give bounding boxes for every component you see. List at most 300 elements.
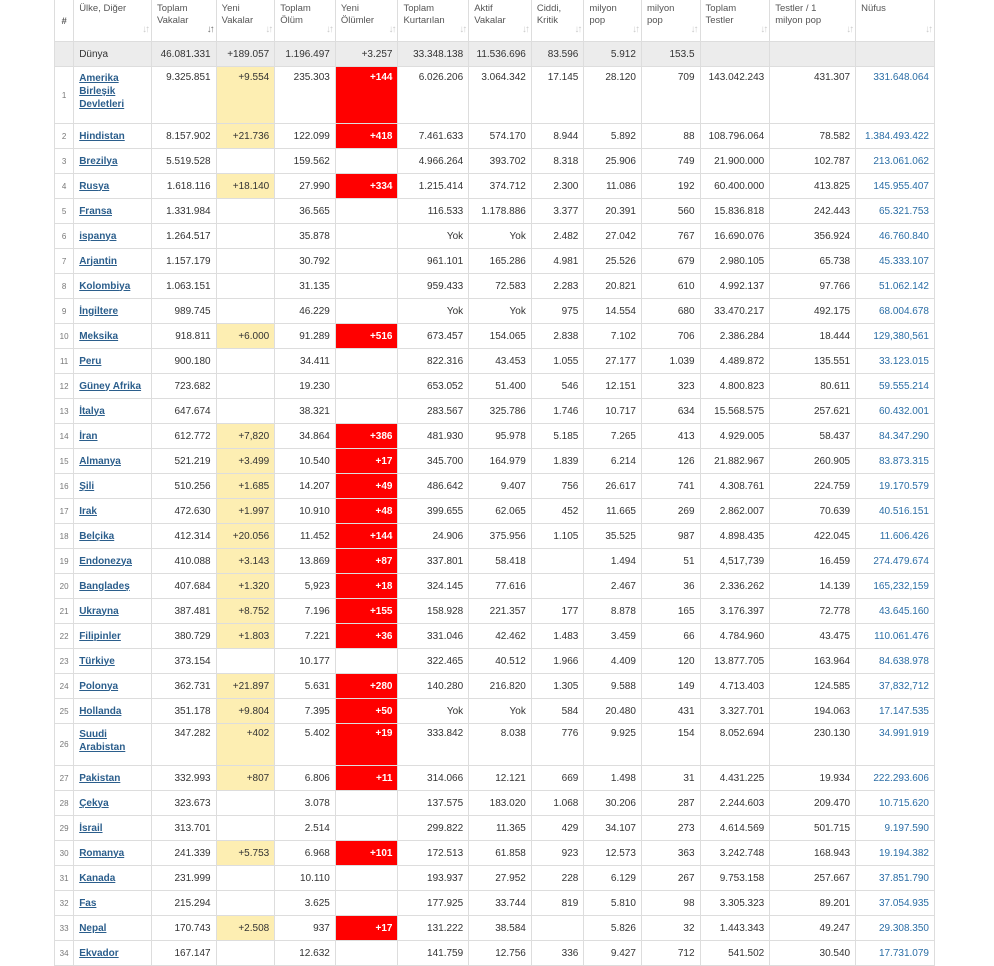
cell-new-cases: +1.685 (216, 474, 275, 499)
cell-cases-per-million: 4.409 (584, 649, 642, 674)
cell-total-tests: 4.308.761 (700, 474, 770, 499)
cell-index: 5 (55, 199, 74, 224)
cell-new-cases: +402 (216, 724, 275, 766)
country-link[interactable]: Suudi Arabistan (79, 729, 126, 753)
cell-cases-per-million: 5.892 (584, 124, 642, 149)
country-link[interactable]: Fransa (79, 205, 112, 217)
cell-cases-per-million: 3.459 (584, 624, 642, 649)
cell-serious-critical: 669 (531, 766, 584, 791)
country-link[interactable]: Nepal (79, 922, 107, 934)
country-link[interactable]: Hindistan (79, 130, 125, 142)
cell-cases-per-million: 20.480 (584, 699, 642, 724)
country-link[interactable]: Hollanda (79, 705, 122, 717)
country-link[interactable]: Ekvador (79, 947, 119, 959)
country-link[interactable]: Çekya (79, 797, 109, 809)
cell-new-cases: +2.508 (216, 916, 275, 941)
cell-new-deaths: +101 (335, 841, 398, 866)
cell-tests-per-million: 97.766 (770, 274, 856, 299)
cell-total-recovered: 486.642 (398, 474, 469, 499)
cell-new-cases (216, 299, 275, 324)
cell-index: 18 (55, 524, 74, 549)
header-label: Ülke, Diğer (79, 3, 127, 14)
cell-tests-per-million: 49.247 (770, 916, 856, 941)
cell-serious-critical: 2.283 (531, 274, 584, 299)
cell-total-cases: 5.519.528 (151, 149, 216, 174)
cell-deaths-per-million: 126 (641, 449, 700, 474)
cell-total-recovered: 193.937 (398, 866, 469, 891)
header-label: Yeni Ölümler (340, 3, 375, 26)
cell-active-cases: 393.702 (469, 149, 532, 174)
cell-population: 9.197.590 (856, 816, 935, 841)
cell-total-cases: 380.729 (151, 624, 216, 649)
country-link[interactable]: Pakistan (79, 772, 121, 784)
cell-index: 30 (55, 841, 74, 866)
cell-new-deaths: +144 (335, 67, 398, 124)
cell-serious-critical: 1.839 (531, 449, 584, 474)
cell-total-recovered: 299.822 (398, 816, 469, 841)
header-total-deaths[interactable] (275, 0, 336, 42)
cell-active-cases: 374.712 (469, 174, 532, 199)
cell-country (74, 599, 152, 624)
cell-cases-per-million: 10.717 (584, 399, 642, 424)
country-link[interactable]: Rusya (79, 180, 110, 192)
cell-total-recovered: Yok (398, 299, 469, 324)
table-row (55, 374, 935, 399)
cell-country (74, 841, 152, 866)
sort-arrows-icon: ↓↑ (846, 24, 853, 35)
cell-new-deaths (335, 649, 398, 674)
header-deaths-per-million[interactable] (641, 0, 700, 42)
cell-cases-per-million: 6.214 (584, 449, 642, 474)
cell-cases-per-million: 9.588 (584, 674, 642, 699)
cell-new-cases: +189.057 (216, 42, 275, 67)
cell-total-tests: 15.568.575 (700, 399, 770, 424)
country-link[interactable]: ispanya (79, 230, 117, 242)
country-link[interactable]: Ukrayna (79, 605, 119, 617)
cell-population: 34.991.919 (856, 724, 935, 766)
cell-total-deaths: 34.864 (275, 424, 336, 449)
country-link[interactable]: Şili (79, 480, 95, 492)
cell-new-deaths: +49 (335, 474, 398, 499)
cell-deaths-per-million: 712 (641, 941, 700, 966)
cell-serious-critical (531, 916, 584, 941)
country-link[interactable]: Kolombiya (79, 280, 131, 292)
cell-index: 16 (55, 474, 74, 499)
cell-serious-critical: 1.483 (531, 624, 584, 649)
cell-total-deaths: 30.792 (275, 249, 336, 274)
cell-active-cases: 42.462 (469, 624, 532, 649)
header-label: milyon pop (589, 3, 617, 26)
cell-active-cases: 11.365 (469, 816, 532, 841)
cell-total-cases: 647.674 (151, 399, 216, 424)
cell-deaths-per-million: 767 (641, 224, 700, 249)
cell-country (74, 199, 152, 224)
cell-cases-per-million: 5.810 (584, 891, 642, 916)
cell-total-recovered: 324.145 (398, 574, 469, 599)
cell-new-deaths (335, 866, 398, 891)
cell-country (74, 649, 152, 674)
cell-tests-per-million: 242.443 (770, 199, 856, 224)
cell-new-cases (216, 374, 275, 399)
header-total-tests[interactable] (700, 0, 770, 42)
cell-new-cases (216, 149, 275, 174)
cell-new-deaths: +334 (335, 174, 398, 199)
table-row (55, 891, 935, 916)
cell-total-tests: 1.443.343 (700, 916, 770, 941)
table-row (55, 474, 935, 499)
cell-total-tests: 9.753.158 (700, 866, 770, 891)
header-total-cases[interactable] (151, 0, 216, 42)
cell-serious-critical: 1.966 (531, 649, 584, 674)
cell-tests-per-million: 492.175 (770, 299, 856, 324)
header-cases-per-million[interactable] (584, 0, 642, 42)
cell-population: 129,380,561 (856, 324, 935, 349)
cell-total-cases: 1.157.179 (151, 249, 216, 274)
cell-active-cases: 165.286 (469, 249, 532, 274)
header-label: Nüfus (861, 3, 886, 14)
cell-total-deaths: 5.631 (275, 674, 336, 699)
sort-arrows-icon: ↓↑ (388, 24, 395, 35)
cell-index: 27 (55, 766, 74, 791)
cell-new-deaths (335, 199, 398, 224)
cell-total-cases: 1.331.984 (151, 199, 216, 224)
cell-deaths-per-million: 273 (641, 816, 700, 841)
table-row (55, 224, 935, 249)
country-link[interactable]: Güney Afrika (79, 380, 142, 392)
cell-total-cases: 351.178 (151, 699, 216, 724)
cell-serious-critical: 83.596 (531, 42, 584, 67)
cell-total-tests: 21.900.000 (700, 149, 770, 174)
cell-total-tests: 4,517,739 (700, 549, 770, 574)
country-link[interactable]: İsrail (79, 822, 103, 834)
cell-active-cases: 3.064.342 (469, 67, 532, 124)
cell-population: 37,832,712 (856, 674, 935, 699)
cell-total-recovered: Yok (398, 699, 469, 724)
cell-total-recovered: 131.222 (398, 916, 469, 941)
cell-index: 29 (55, 816, 74, 841)
cell-cases-per-million: 11.086 (584, 174, 642, 199)
cell-serious-critical: 5.185 (531, 424, 584, 449)
cell-cases-per-million: 26.617 (584, 474, 642, 499)
cell-deaths-per-million: 120 (641, 649, 700, 674)
cell-index: 13 (55, 399, 74, 424)
cell-serious-critical: 336 (531, 941, 584, 966)
cell-population: 46.760.840 (856, 224, 935, 249)
country-link[interactable]: Polonya (79, 680, 119, 692)
cell-index: 25 (55, 699, 74, 724)
cell-cases-per-million: 14.554 (584, 299, 642, 324)
cell-deaths-per-million: 51 (641, 549, 700, 574)
cell-total-deaths: 7.221 (275, 624, 336, 649)
cell-total-recovered: 331.046 (398, 624, 469, 649)
cell-new-deaths: +17 (335, 449, 398, 474)
cell-index: 33 (55, 916, 74, 941)
header-country[interactable] (74, 0, 152, 42)
table-row (55, 791, 935, 816)
country-link[interactable]: Belçika (79, 530, 115, 542)
cell-total-tests: 2.244.603 (700, 791, 770, 816)
cell-population: 51.062.142 (856, 274, 935, 299)
cell-deaths-per-million: 741 (641, 474, 700, 499)
cell-total-cases: 8.157.902 (151, 124, 216, 149)
cell-serious-critical: 17.145 (531, 67, 584, 124)
cell-total-tests: 4.898.435 (700, 524, 770, 549)
cell-total-recovered: 141.759 (398, 941, 469, 966)
cell-total-deaths: 3.078 (275, 791, 336, 816)
cell-total-cases: 510.256 (151, 474, 216, 499)
cell-serious-critical: 1.746 (531, 399, 584, 424)
cell-total-recovered: 822.316 (398, 349, 469, 374)
sort-arrows-icon: ↓↑ (141, 24, 148, 35)
cell-total-recovered: 961.101 (398, 249, 469, 274)
cell-population: 274.479.674 (856, 549, 935, 574)
cell-country (74, 449, 152, 474)
cell-total-deaths: 12.632 (275, 941, 336, 966)
cell-deaths-per-million: 267 (641, 866, 700, 891)
cell-population: 37.054.935 (856, 891, 935, 916)
cell-serious-critical (531, 574, 584, 599)
cell-deaths-per-million: 610 (641, 274, 700, 299)
cell-new-cases (216, 816, 275, 841)
table-row (55, 941, 935, 966)
country-link[interactable]: Fas (79, 897, 97, 909)
cell-cases-per-million: 9.925 (584, 724, 642, 766)
country-link[interactable]: Brezilya (79, 155, 118, 167)
cell-total-cases: 9.325.851 (151, 67, 216, 124)
cell-new-deaths: +36 (335, 624, 398, 649)
country-link[interactable]: İngiltere (79, 305, 119, 317)
cell-new-cases: +807 (216, 766, 275, 791)
cell-deaths-per-million: 149 (641, 674, 700, 699)
table-row (55, 124, 935, 149)
cell-total-recovered: 4.966.264 (398, 149, 469, 174)
cell-active-cases: 375.956 (469, 524, 532, 549)
sort-arrows-icon: ↓↑ (325, 24, 332, 35)
cell-population: 68.004.678 (856, 299, 935, 324)
header-serious-critical[interactable] (531, 0, 584, 42)
cell-deaths-per-million: 709 (641, 67, 700, 124)
cell-serious-critical: 584 (531, 699, 584, 724)
cell-deaths-per-million: 31 (641, 766, 700, 791)
cell-population: 40.516.151 (856, 499, 935, 524)
cell-active-cases: 58.418 (469, 549, 532, 574)
cell-total-cases: 412.314 (151, 524, 216, 549)
cell-total-recovered: 322.465 (398, 649, 469, 674)
table-row (55, 674, 935, 699)
cell-serious-critical: 452 (531, 499, 584, 524)
cell-serious-critical: 1.055 (531, 349, 584, 374)
cell-tests-per-million: 78.582 (770, 124, 856, 149)
cell-total-tests: 8.052.694 (700, 724, 770, 766)
cell-tests-per-million: 257.621 (770, 399, 856, 424)
country-link[interactable]: Peru (79, 355, 102, 367)
cell-deaths-per-million: 153.5 (641, 42, 700, 67)
cell-new-deaths: +418 (335, 124, 398, 149)
cell-tests-per-million: 124.585 (770, 674, 856, 699)
table-row (55, 274, 935, 299)
cell-new-deaths: +17 (335, 916, 398, 941)
cell-active-cases: 51.400 (469, 374, 532, 399)
header-active-cases[interactable] (469, 0, 532, 42)
cell-total-cases: 313.701 (151, 816, 216, 841)
country-link[interactable]: Almanya (79, 455, 121, 467)
table-body (55, 42, 935, 966)
cell-index: 31 (55, 866, 74, 891)
table-row (55, 649, 935, 674)
cell-active-cases: 43.453 (469, 349, 532, 374)
cell-total-tests: 2.980.105 (700, 249, 770, 274)
cell-new-deaths (335, 816, 398, 841)
table-row (55, 724, 935, 766)
cell-country (74, 124, 152, 149)
cell-index: 17 (55, 499, 74, 524)
cell-new-cases (216, 224, 275, 249)
cell-index: 6 (55, 224, 74, 249)
cell-index: 15 (55, 449, 74, 474)
cell-new-cases: +1.997 (216, 499, 275, 524)
cell-new-cases: +1.803 (216, 624, 275, 649)
cell-new-deaths (335, 891, 398, 916)
cell-total-tests: 21.882.967 (700, 449, 770, 474)
cell-new-deaths: +516 (335, 324, 398, 349)
cell-country (74, 791, 152, 816)
sort-arrows-icon: ↓↑ (690, 24, 697, 35)
country-link[interactable]: Kanada (79, 872, 116, 884)
cell-total-deaths: 122.099 (275, 124, 336, 149)
cell-serious-critical: 8.944 (531, 124, 584, 149)
country-link[interactable]: İtalya (79, 405, 105, 417)
header-tests-per-million[interactable] (770, 0, 856, 42)
cell-total-recovered: 399.655 (398, 499, 469, 524)
header-new-deaths[interactable] (335, 0, 398, 42)
world-total-row (55, 42, 935, 67)
cell-total-deaths: 6.806 (275, 766, 336, 791)
cell-deaths-per-million: 323 (641, 374, 700, 399)
table-row (55, 324, 935, 349)
header-population[interactable] (856, 0, 935, 42)
covid-table-container (54, 0, 935, 966)
cell-total-tests: 3.305.323 (700, 891, 770, 916)
cell-deaths-per-million: 88 (641, 124, 700, 149)
cell-deaths-per-million: 680 (641, 299, 700, 324)
cell-index: 32 (55, 891, 74, 916)
cell-total-deaths: 46.229 (275, 299, 336, 324)
cell-total-tests: 13.877.705 (700, 649, 770, 674)
cell-index: 2 (55, 124, 74, 149)
sort-arrows-icon: ↓↑ (459, 24, 466, 35)
table-row (55, 499, 935, 524)
cell-active-cases: 12.756 (469, 941, 532, 966)
country-link[interactable]: Romanya (79, 847, 125, 859)
header-total-recovered[interactable] (398, 0, 469, 42)
cell-population: 213.061.062 (856, 149, 935, 174)
cell-country (74, 574, 152, 599)
table-row (55, 699, 935, 724)
table-row (55, 349, 935, 374)
cell-total-cases: 373.154 (151, 649, 216, 674)
cell-new-cases: +20.056 (216, 524, 275, 549)
table-row (55, 249, 935, 274)
cell-total-tests: 33.470.217 (700, 299, 770, 324)
cell-total-tests: 4.614.569 (700, 816, 770, 841)
cell-total-tests (700, 42, 770, 67)
header-label: Aktif Vakalar (474, 3, 506, 26)
country-link[interactable]: Meksika (79, 330, 119, 342)
cell-tests-per-million: 18.444 (770, 324, 856, 349)
cell-total-tests: 4.784.960 (700, 624, 770, 649)
cell-new-deaths: +50 (335, 699, 398, 724)
country-link[interactable]: Bangladeş (79, 580, 130, 592)
header-index[interactable] (55, 0, 74, 42)
cell-cases-per-million: 6.129 (584, 866, 642, 891)
cell-population: 65.321.753 (856, 199, 935, 224)
country-link[interactable]: Endonezya (79, 555, 132, 567)
header-new-cases[interactable] (216, 0, 275, 42)
cell-deaths-per-million: 32 (641, 916, 700, 941)
cell-active-cases: 27.952 (469, 866, 532, 891)
cell-cases-per-million: 12.151 (584, 374, 642, 399)
table-row (55, 67, 935, 124)
country-link[interactable]: Arjantin (79, 255, 117, 267)
cell-total-deaths: 35.878 (275, 224, 336, 249)
cell-new-deaths (335, 791, 398, 816)
cell-total-recovered: 337.801 (398, 549, 469, 574)
cell-total-tests: 541.502 (700, 941, 770, 966)
table-row (55, 599, 935, 624)
cell-deaths-per-million: 192 (641, 174, 700, 199)
country-link[interactable]: Türkiye (79, 655, 115, 667)
cell-tests-per-million: 135.551 (770, 349, 856, 374)
cell-country (74, 549, 152, 574)
cell-total-tests: 15.836.818 (700, 199, 770, 224)
cell-tests-per-million: 356.924 (770, 224, 856, 249)
country-link[interactable]: Irak (79, 505, 97, 517)
cell-total-deaths: 14.207 (275, 474, 336, 499)
cell-new-cases: +18.140 (216, 174, 275, 199)
cell-population: 33.123.015 (856, 349, 935, 374)
cell-deaths-per-million: 1.039 (641, 349, 700, 374)
cell-total-recovered: 959.433 (398, 274, 469, 299)
cell-total-cases: 46.081.331 (151, 42, 216, 67)
cell-cases-per-million: 34.107 (584, 816, 642, 841)
cell-population: 1.384.493.422 (856, 124, 935, 149)
cell-population: 19.194.382 (856, 841, 935, 866)
cell-total-deaths: 38.321 (275, 399, 336, 424)
cell-index: 3 (55, 149, 74, 174)
header-label: milyon pop (646, 3, 675, 26)
cell-new-deaths (335, 374, 398, 399)
cell-total-tests: 2.386.284 (700, 324, 770, 349)
cell-new-cases (216, 891, 275, 916)
cell-country (74, 249, 152, 274)
covid-stats-table (54, 0, 935, 966)
country-link[interactable]: İran (79, 430, 98, 442)
cell-cases-per-million: 27.042 (584, 224, 642, 249)
country-link[interactable]: Filipinler (79, 630, 121, 642)
cell-total-cases: 170.743 (151, 916, 216, 941)
country-link[interactable]: Amerika Birleşik Devletleri (79, 73, 125, 110)
cell-total-recovered: 314.066 (398, 766, 469, 791)
cell-total-tests: 143.042.243 (700, 67, 770, 124)
cell-index: 14 (55, 424, 74, 449)
cell-total-recovered: 345.700 (398, 449, 469, 474)
table-row (55, 149, 935, 174)
cell-country: Dünya (74, 42, 152, 67)
cell-active-cases: 38.584 (469, 916, 532, 941)
cell-country (74, 499, 152, 524)
sort-arrows-icon: ↓↑ (521, 24, 528, 35)
cell-active-cases: Yok (469, 299, 532, 324)
